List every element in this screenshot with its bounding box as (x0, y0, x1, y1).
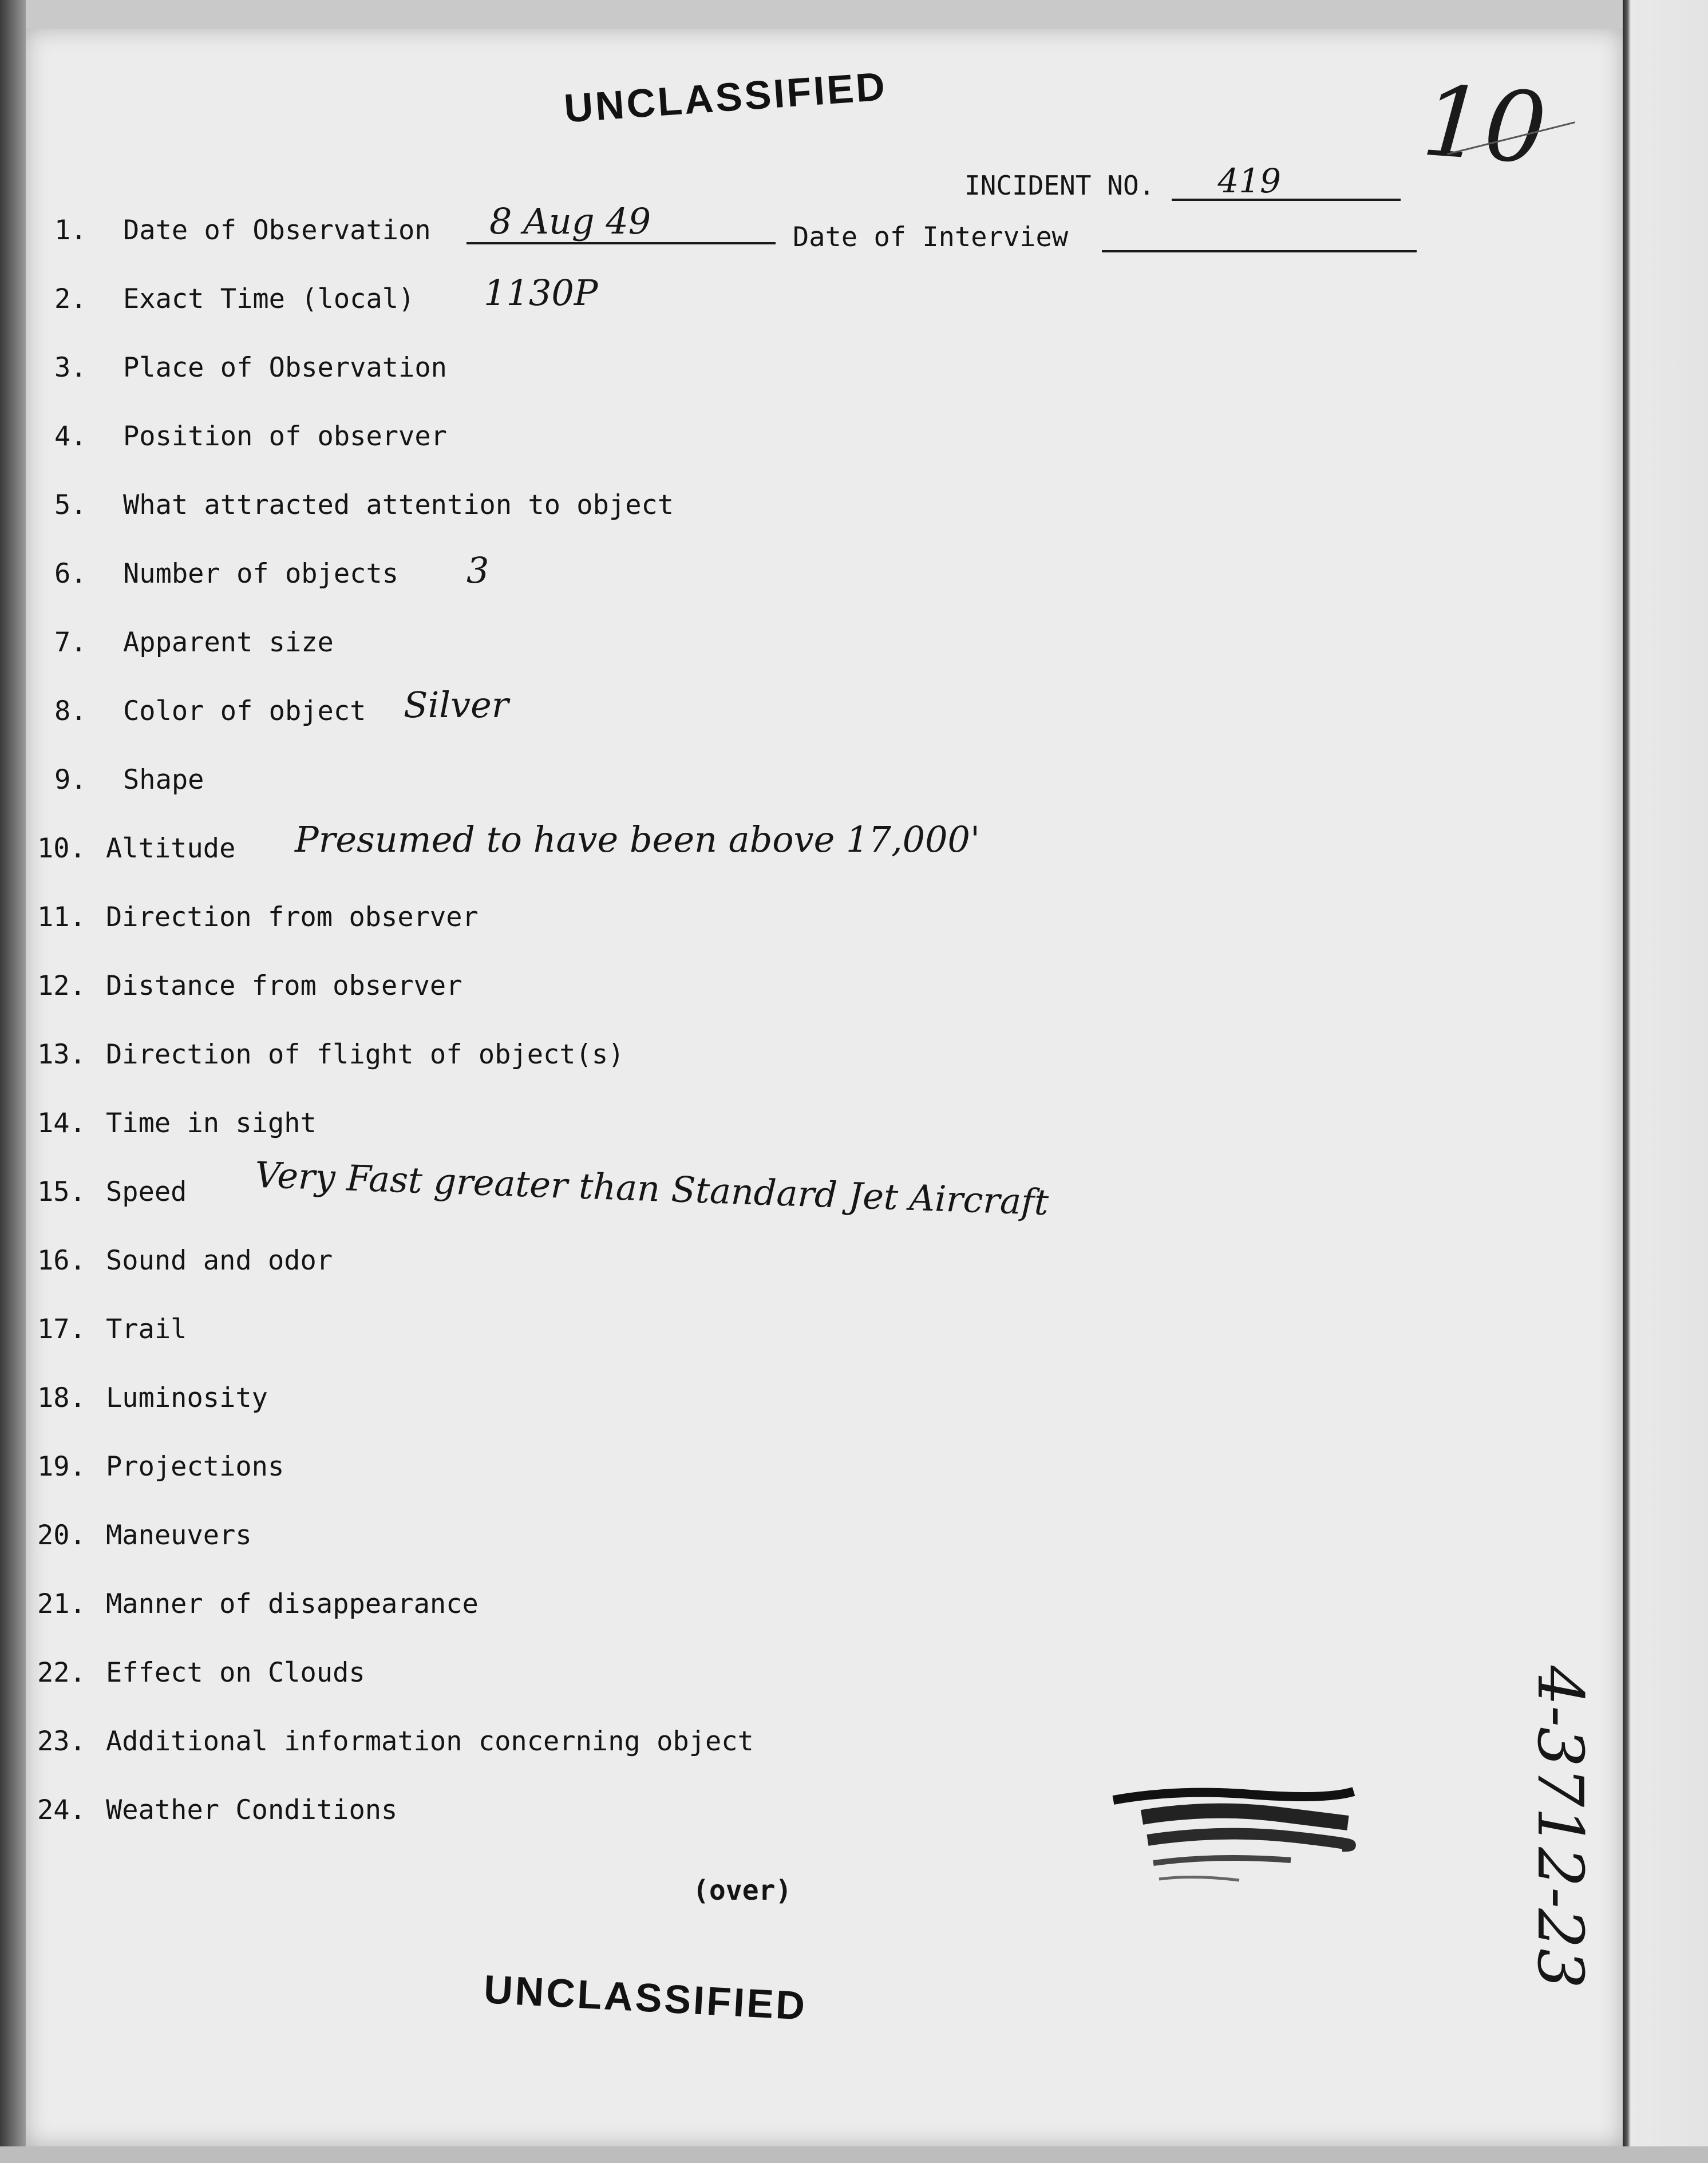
item-number: 19. (37, 1451, 86, 1482)
item-label: Altitude (106, 833, 236, 864)
item-number: 8. (54, 695, 87, 727)
item-label: Direction from observer (106, 901, 479, 933)
item-label: Color of object (123, 695, 366, 727)
form-item-1 (54, 211, 431, 251)
item-number: 4. (54, 421, 87, 452)
item-label: Weather Conditions (106, 1794, 398, 1826)
item-label: Direction of flight of object(s) (106, 1039, 624, 1070)
item-number: 9. (54, 764, 87, 796)
item-label: Additional information concerning object (106, 1726, 754, 1757)
item-label: Distance from observer (106, 970, 462, 1002)
item-label: Time in sight (106, 1108, 317, 1139)
classification-stamp-top: UNCLASSIFIED (562, 64, 889, 131)
handwritten-speed: Very Fast greater than Standard Jet Aircraft (254, 1153, 1050, 1224)
form-item-11 (37, 897, 479, 938)
incident-number-value: 419 (1172, 163, 1401, 201)
item-number: 22. (37, 1657, 86, 1689)
item-number: 14. (37, 1108, 86, 1139)
date-of-interview-text: Date of Interview (793, 222, 1069, 253)
item-label: Shape (123, 764, 204, 796)
item-number: 12. (37, 970, 86, 1002)
form-item-5 (54, 485, 674, 525)
item-label: Position of observer (123, 421, 447, 452)
form-item-22 (37, 1653, 365, 1693)
form-item-3 (54, 348, 447, 388)
item-label: Projections (106, 1451, 284, 1482)
item-label: Effect on Clouds (106, 1657, 365, 1689)
item-label: Date of Observation (123, 215, 431, 246)
scan-right-edge (1623, 0, 1708, 2163)
item-number: 7. (54, 627, 87, 658)
corner-handwritten-mark: 10 (1418, 64, 1550, 187)
over-note: (over) (693, 1875, 792, 1907)
form-item-24 (37, 1790, 397, 1830)
form-item-20 (37, 1516, 252, 1556)
form-item-19 (37, 1447, 284, 1487)
handwritten-altitude: Presumed to have been above 17,000' (295, 818, 980, 860)
form-item-9 (54, 760, 204, 800)
item-label: Speed (106, 1176, 187, 1208)
item-label: Number of objects (123, 558, 399, 590)
item-label: Trail (106, 1314, 187, 1345)
item-label: Sound and odor (106, 1245, 333, 1276)
item-label: Manner of disappearance (106, 1588, 479, 1620)
incident-label: INCIDENT NO. (964, 170, 1155, 201)
item-number: 24. (37, 1794, 86, 1826)
item-label: Apparent size (123, 627, 334, 658)
form-item-16 (37, 1241, 333, 1281)
form-item-14 (37, 1104, 317, 1144)
item-number: 17. (37, 1314, 86, 1345)
item-label: Exact Time (local) (123, 283, 415, 315)
form-item-23 (37, 1722, 754, 1762)
document-page (26, 29, 1623, 2146)
classification-stamp-bottom: UNCLASSIFIED (483, 1967, 808, 2028)
item-number: 16. (37, 1245, 86, 1276)
item-number: 11. (37, 901, 86, 933)
item-label: Luminosity (106, 1382, 268, 1414)
form-item-8 (54, 691, 366, 731)
item-number: 5. (54, 489, 87, 521)
item-label: Maneuvers (106, 1520, 252, 1551)
form-item-6 (54, 554, 398, 594)
handwritten-number-of-objects: 3 (466, 549, 489, 591)
handwritten-date-of-observation: 8 Aug 49 (489, 200, 651, 242)
item-number: 13. (37, 1039, 86, 1070)
form-item-10 (37, 829, 235, 869)
form-item-18 (37, 1378, 268, 1418)
date-of-interview-label (793, 218, 1068, 258)
item-number: 6. (54, 558, 87, 590)
item-number: 10. (37, 833, 86, 864)
item-number: 23. (37, 1726, 86, 1757)
item-label: Place of Observation (123, 352, 447, 383)
side-number-text: 4-3712-23 (1524, 1666, 1597, 1989)
scan-left-edge (0, 0, 26, 2163)
item-number: 1. (54, 215, 87, 246)
form-item-15 (37, 1172, 187, 1212)
item-number: 21. (37, 1588, 86, 1620)
item-number: 18. (37, 1382, 86, 1414)
item-label: What attracted attention to object (123, 489, 674, 521)
date-of-interview-underline (1102, 250, 1417, 252)
form-item-2 (54, 279, 414, 319)
handwritten-exact-time: 1130P (484, 272, 598, 314)
item-number: 2. (54, 283, 87, 315)
item-number: 15. (37, 1176, 86, 1208)
form-item-4 (54, 417, 447, 457)
form-item-7 (54, 623, 334, 663)
incident-number-field (964, 163, 1401, 201)
form-item-21 (37, 1584, 479, 1624)
handwritten-color: Silver (404, 684, 509, 726)
redaction-blot (1108, 1783, 1359, 1892)
side-handwritten-number (1461, 1666, 1597, 2146)
form-item-12 (37, 966, 462, 1006)
item-number: 20. (37, 1520, 86, 1551)
date-of-observation-underline (466, 242, 776, 244)
scan-bottom-edge (0, 2146, 1708, 2163)
item-number: 3. (54, 352, 87, 383)
form-item-13 (37, 1035, 624, 1075)
form-item-17 (37, 1310, 187, 1350)
